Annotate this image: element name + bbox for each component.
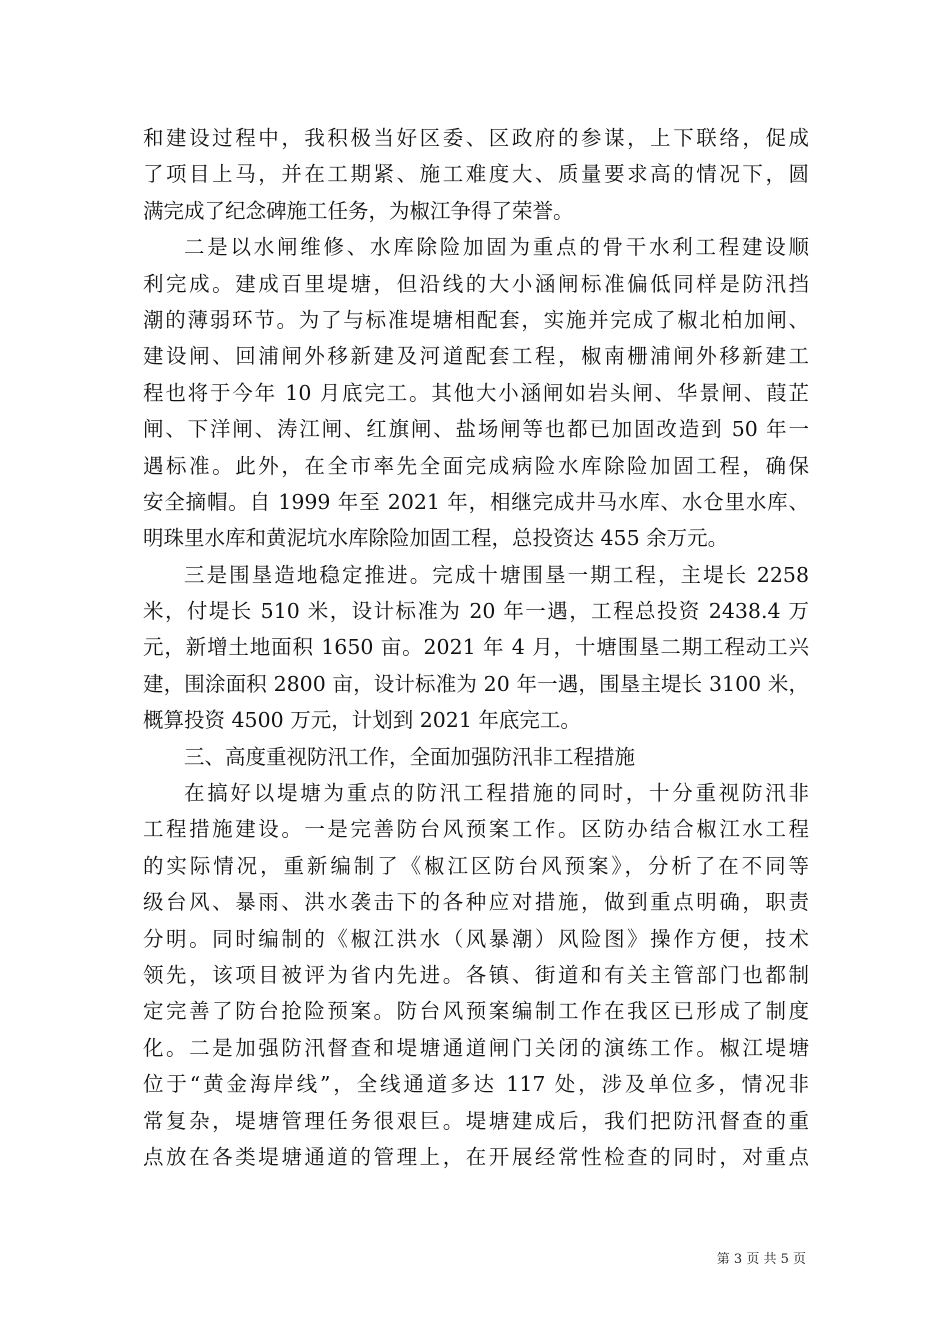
page-number: 第 3 页 共 5 页	[716, 1252, 806, 1267]
text-line: 工程措施建设。一是完善防台风预案工作。区防办结合椒江水工程	[143, 817, 809, 842]
text-line: 元，新增土地面积 1650 亩。2021 年 4 月，十塘围垦二期工程动工兴	[143, 635, 809, 660]
text-line: 领先，该项目被评为省内先进。各镇、街道和有关主管部门也都制	[143, 962, 809, 987]
text-line: 级台风、暴雨、洪水袭击下的各种应对措施，做到重点明确，职责	[143, 890, 809, 915]
text-line: 利完成。建成百里堤塘，但沿线的大小涵闸标准偏低同样是防汛挡	[143, 271, 809, 296]
text-line: 二是以水闸维修、水库除险加固为重点的骨干水利工程建设顺	[184, 235, 809, 260]
text-line: 定完善了防台抢险预案。防台风预案编制工作在我区已形成了制度	[143, 999, 809, 1024]
text-line: 遇标准。此外，在全市率先全面完成病险水库除险加固工程，确保	[143, 453, 809, 478]
text-line: 程也将于今年 10 月底完工。其他大小涵闸如岩头闸、华景闸、葭芷	[143, 380, 809, 405]
text-line: 位于“黄金海岸线”，全线通道多达 117 处，涉及单位多，情况非	[143, 1072, 809, 1097]
text-line: 潮的薄弱环节。为了与标准堤塘相配套，实施并完成了椒北柏加闸、	[143, 307, 809, 332]
text-line: 和建设过程中，我积极当好区委、区政府的参谋，上下联络，促成	[143, 126, 809, 150]
text-line: 三、高度重视防汛工作，全面加强防汛非工程措施	[184, 744, 635, 769]
text-line: 建，围涂面积 2800 亩，设计标准为 20 年一遇，围垦主堤长 3100 米，	[143, 671, 809, 696]
text-line: 了项目上马，并在工期紧、施工难度大、质量要求高的情况下，圆	[143, 162, 809, 187]
text-line: 概算投资 4500 万元，计划到 2021 年底完工。	[143, 708, 581, 733]
text-line: 满完成了纪念碑施工任务，为椒江争得了荣誉。	[143, 198, 574, 223]
text-line: 明珠里水库和黄泥坑水库除险加固工程，总投资达 455 余万元。	[143, 526, 729, 551]
text-line: 化。二是加强防汛督查和堤塘通道闸门关闭的演练工作。椒江堤塘	[143, 1035, 809, 1060]
text-line: 安全摘帽。自 1999 年至 2021 年，相继完成井马水库、水仓里水库、	[143, 489, 809, 514]
text-line: 建设闸、回浦闸外移新建及河道配套工程，椒南栅浦闸外移新建工	[143, 344, 809, 369]
text-line: 米，付堤长 510 米，设计标准为 20 年一遇，工程总投资 2438.4 万	[143, 599, 809, 624]
text-line: 点放在各类堤塘通道的管理上，在开展经常性检查的同时，对重点	[143, 1144, 809, 1169]
text-line: 分明。同时编制的《椒江洪水（风暴潮）风险图》操作方便，技术	[143, 926, 809, 951]
text-line: 在搞好以堤塘为重点的防汛工程措施的同时，十分重视防汛非	[184, 781, 809, 806]
text-line: 闸、下洋闸、涛江闸、红旗闸、盐场闸等也都已加固改造到 50 年一	[143, 417, 809, 442]
text-line: 三是围垦造地稳定推进。完成十塘围垦一期工程，主堤长 2258	[184, 562, 809, 587]
text-line: 的实际情况，重新编制了《椒江区防台风预案》，分析了在不同等	[143, 853, 809, 878]
document-body	[143, 120, 809, 1175]
text-line: 常复杂，堤塘管理任务很艰巨。堤塘建成后，我们把防汛督查的重	[143, 1108, 809, 1133]
